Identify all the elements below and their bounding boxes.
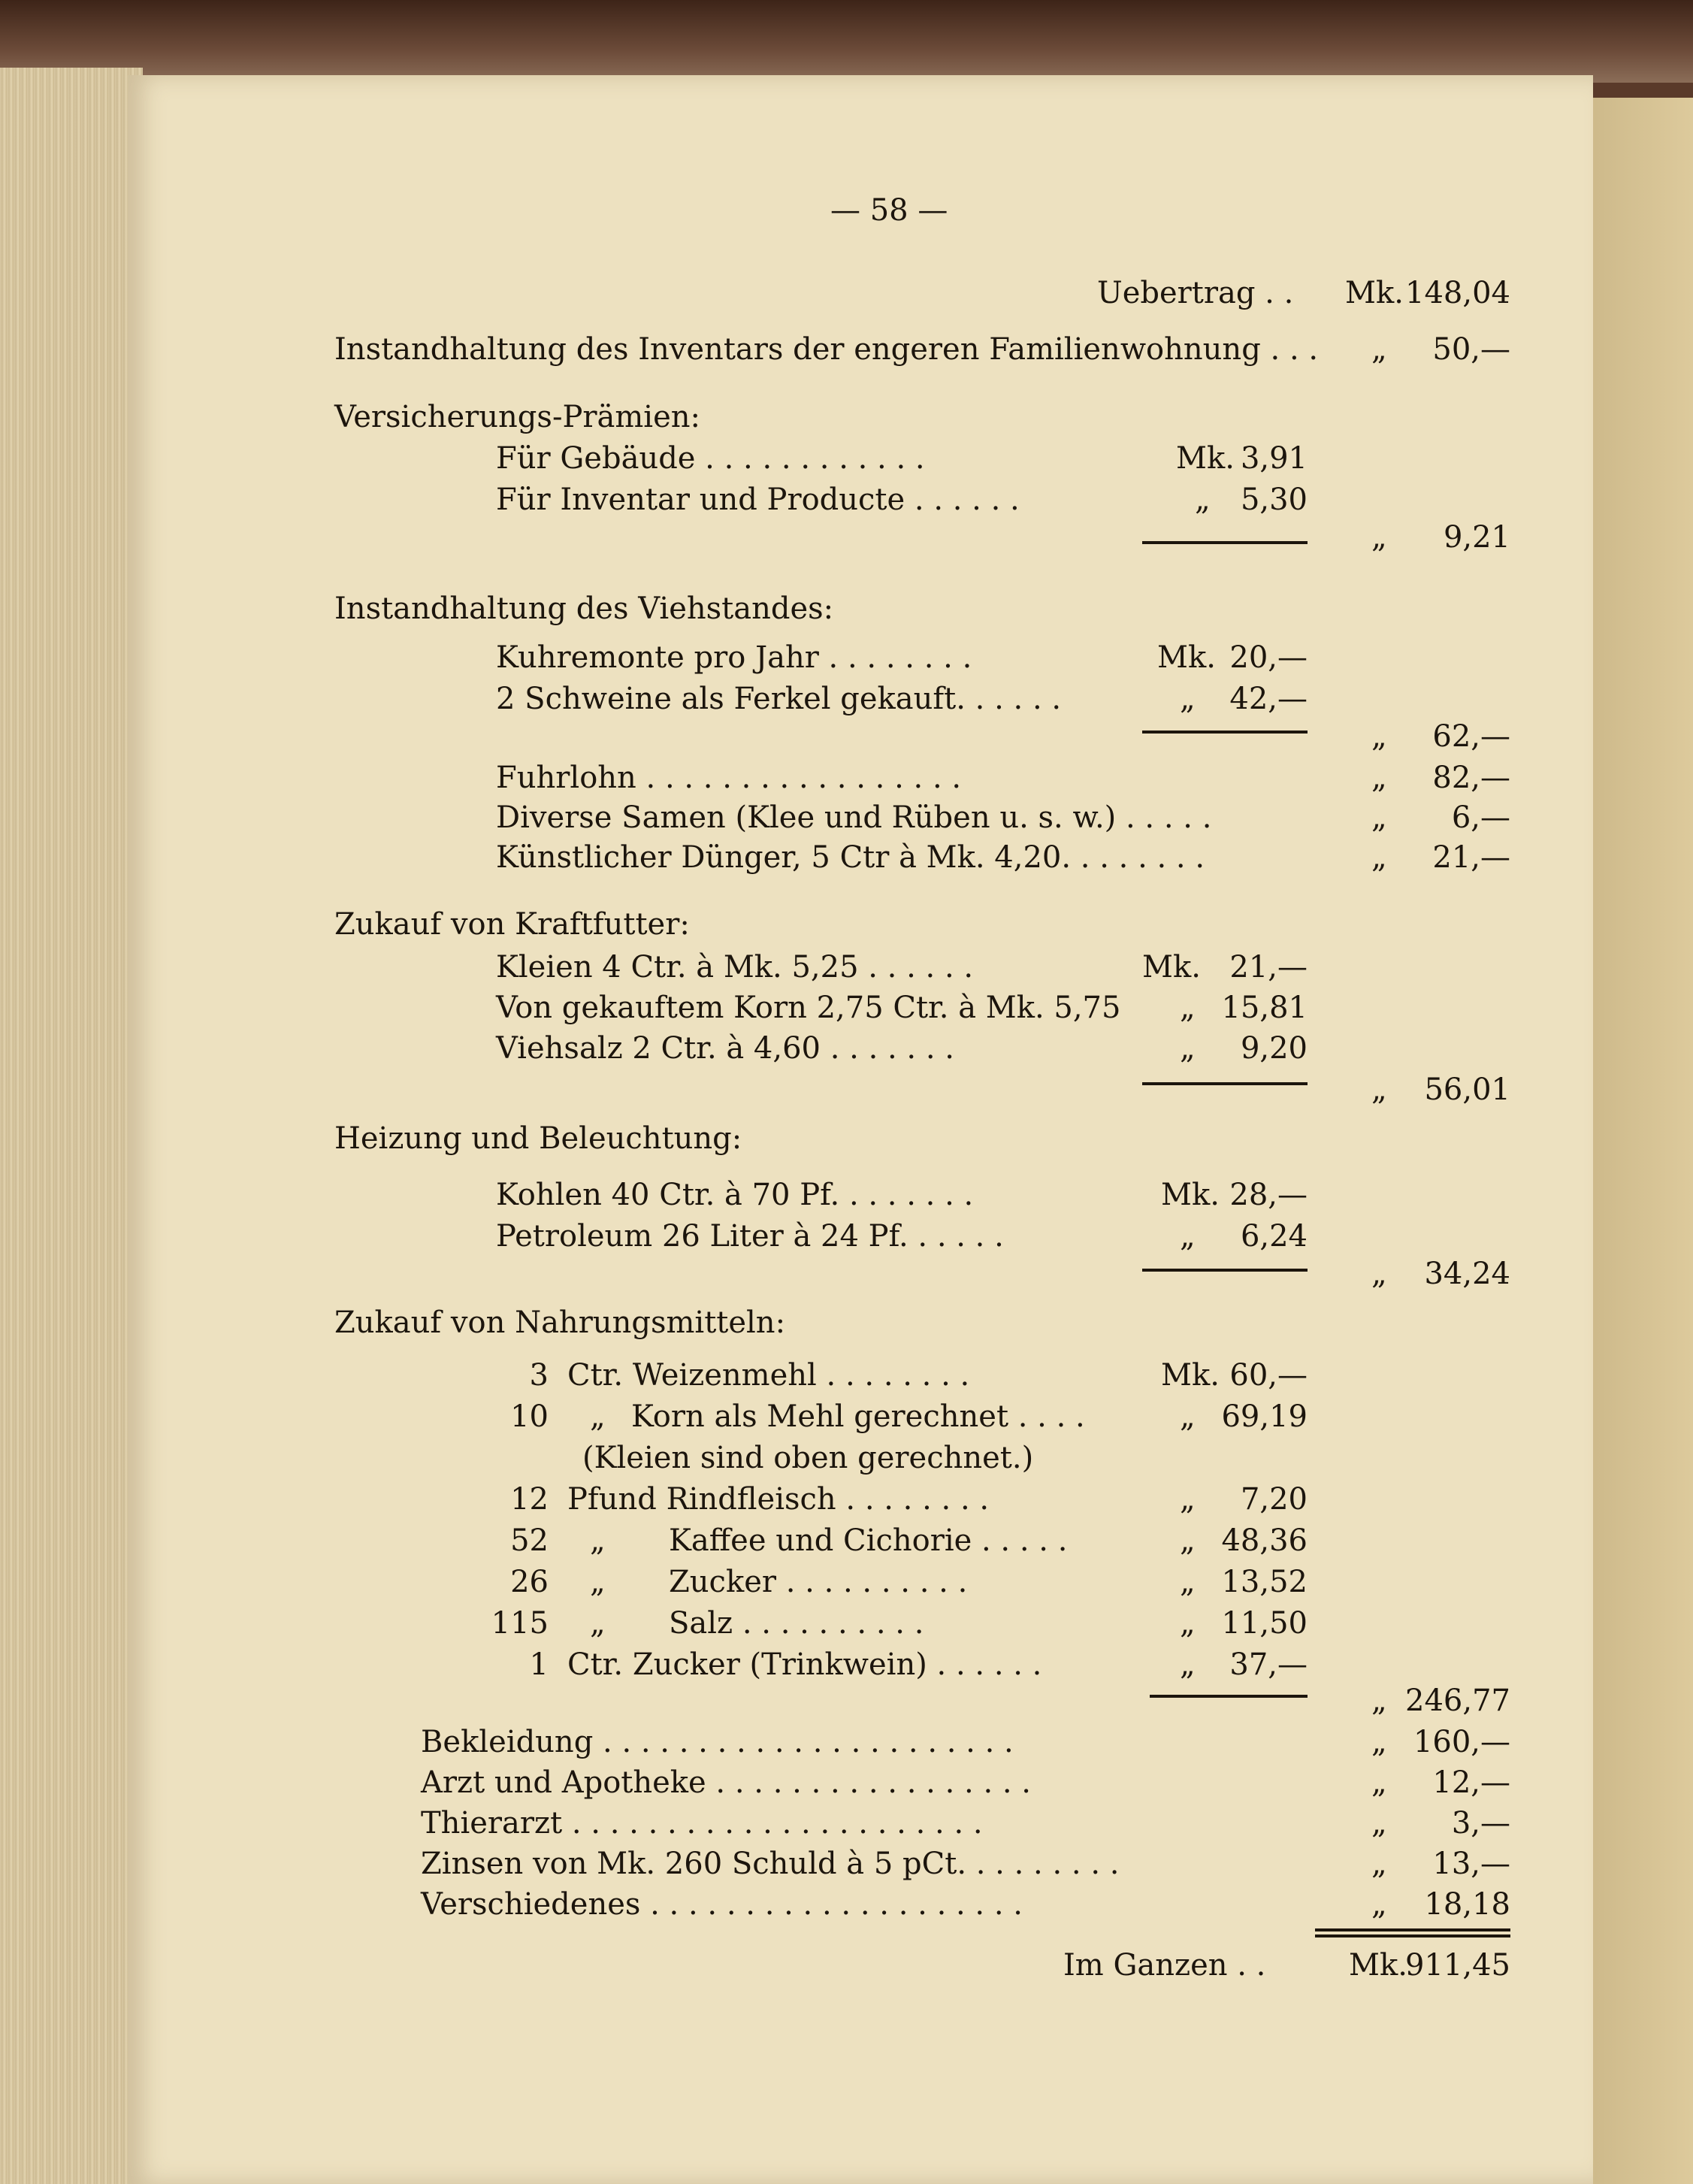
heating-item-unit: Mk. (1161, 1178, 1220, 1212)
food-label: Pfund Rindfleisch . . . . . . . . (567, 1482, 990, 1517)
heating-total-amount: 34,24 (1424, 1257, 1510, 1291)
page-edges (0, 68, 143, 2184)
livestock-item-label: Kuhremonte pro Jahr . . . . . . . . (496, 640, 972, 675)
fodder-item-amount: 9,20 (1240, 1031, 1308, 1066)
grand-total-currency: Mk. (1349, 1948, 1407, 1983)
food-unit: „ (1180, 1523, 1196, 1558)
food-label: Ctr. Weizenmehl . . . . . . . . (567, 1358, 970, 1393)
food-amount: 48,36 (1221, 1523, 1308, 1558)
fodder-heading: Zukauf von Kraftfutter: (334, 907, 690, 942)
food-unit: „ (1180, 1606, 1196, 1641)
livestock-item-amount: 42,— (1229, 682, 1308, 716)
expense-amount: 3,— (1451, 1806, 1510, 1841)
food-qty: 10 (510, 1399, 549, 1434)
total-double-rule (1315, 1928, 1510, 1937)
expense-label: Bekleidung . . . . . . . . . . . . . . . . . . . . . . (421, 1725, 1014, 1759)
food-total-amount: 246,77 (1405, 1683, 1510, 1718)
expense-amount: 21,— (1432, 840, 1510, 875)
heating-item-label: Petroleum 26 Liter à 24 Pf. . . . . . (496, 1219, 1004, 1254)
expense-label: Verschiedenes . . . . . . . . . . . . . . . . . . . . (421, 1887, 1023, 1922)
expense-ditto: „ (1371, 1725, 1387, 1759)
fodder-item-unit: „ (1180, 1031, 1196, 1066)
subtotal-rule (1142, 731, 1308, 734)
food-unit: „ (1180, 1647, 1196, 1682)
food-label: Kaffee und Cichorie . . . . . (669, 1523, 1068, 1558)
expense-label: Diverse Samen (Klee und Rüben u. s. w.) . . . . . (496, 800, 1212, 835)
fodder-item-unit: „ (1180, 991, 1196, 1025)
food-qty: 1 (529, 1647, 549, 1682)
carry-over-label: Uebertrag . . (1097, 276, 1294, 310)
livestock-item-amount: 20,— (1229, 640, 1308, 675)
food-total-ditto: „ (1371, 1683, 1387, 1718)
fodder-item-amount: 15,81 (1221, 991, 1308, 1025)
subtotal-rule (1142, 1269, 1308, 1272)
food-qty: 3 (529, 1358, 549, 1393)
fodder-total-ditto: „ (1371, 1072, 1387, 1107)
food-unit: „ (1180, 1399, 1196, 1434)
insurance-item-label: Für Gebäude . . . . . . . . . . . . (496, 441, 925, 476)
food-label: Zucker . . . . . . . . . . (669, 1565, 968, 1599)
food-ditto-unit: „ (590, 1399, 606, 1434)
food-label: Ctr. Zucker (Trinkwein) . . . . . . (567, 1647, 1042, 1682)
grand-total-label: Im Ganzen . . (1063, 1948, 1266, 1983)
food-amount: 7,20 (1240, 1482, 1308, 1517)
book-binding (0, 0, 1693, 83)
food-label: Korn als Mehl gerechnet . . . . (631, 1399, 1085, 1434)
insurance-total-amount: 9,21 (1443, 520, 1510, 555)
food-unit: „ (1180, 1565, 1196, 1599)
expense-ditto: „ (1371, 800, 1387, 835)
insurance-item-amount: 5,30 (1240, 482, 1308, 517)
food-ditto-unit: „ (590, 1523, 606, 1558)
food-qty: 12 (510, 1482, 549, 1517)
food-qty: 52 (510, 1523, 549, 1558)
expense-label: Fuhrlohn . . . . . . . . . . . . . . . . . (496, 761, 962, 795)
expense-amount: 160,— (1413, 1725, 1510, 1759)
insurance-total-ditto: „ (1371, 520, 1387, 555)
carry-over-currency: Mk. (1345, 276, 1404, 310)
livestock-item-unit: Mk. (1157, 640, 1216, 675)
inventory-maintenance-ditto: „ (1371, 332, 1387, 367)
expense-label: Arzt und Apotheke . . . . . . . . . . . . . . . . . (421, 1765, 1032, 1800)
expense-amount: 6,— (1451, 800, 1510, 835)
food-label: Salz . . . . . . . . . . (669, 1606, 924, 1641)
food-qty: 115 (491, 1606, 549, 1641)
livestock-heading: Instandhaltung des Viehstandes: (334, 591, 834, 626)
food-amount: 11,50 (1221, 1606, 1308, 1641)
fodder-total-amount: 56,01 (1424, 1072, 1510, 1107)
heating-heading: Heizung und Beleuchtung: (334, 1121, 742, 1156)
subtotal-rule (1142, 541, 1308, 544)
food-amount: 60,— (1229, 1358, 1308, 1393)
carry-over-amount: 148,04 (1405, 276, 1510, 310)
livestock-total-amount: 62,— (1432, 719, 1510, 754)
food-ditto-unit: „ (590, 1606, 606, 1641)
expense-ditto: „ (1371, 840, 1387, 875)
expense-label: Künstlicher Dünger, 5 Ctr à Mk. 4,20. . . . . . . . (496, 840, 1205, 875)
insurance-item-label: Für Inventar und Producte . . . . . . (496, 482, 1020, 517)
insurance-item-unit: Mk. (1176, 441, 1235, 476)
grand-total-amount: 911,45 (1405, 1948, 1510, 1983)
expense-label: Zinsen von Mk. 260 Schuld à 5 pCt. . . . . . . . . (421, 1847, 1120, 1881)
heating-item-amount: 28,— (1229, 1178, 1308, 1212)
heating-item-label: Kohlen 40 Ctr. à 70 Pf. . . . . . . . (496, 1178, 974, 1212)
food-ditto-unit: „ (590, 1565, 606, 1599)
livestock-item-unit: „ (1180, 682, 1196, 716)
livestock-total-ditto: „ (1371, 719, 1387, 754)
fodder-item-label: Kleien 4 Ctr. à Mk. 5,25 . . . . . . (496, 950, 974, 985)
heating-total-ditto: „ (1371, 1257, 1387, 1291)
expense-amount: 12,— (1432, 1765, 1510, 1800)
fodder-item-unit: Mk. (1142, 950, 1201, 985)
fodder-item-label: Viehsalz 2 Ctr. à 4,60 . . . . . . . (496, 1031, 954, 1066)
expense-ditto: „ (1371, 1887, 1387, 1922)
next-page-edge (1589, 98, 1693, 2184)
expense-ditto: „ (1371, 1806, 1387, 1841)
insurance-item-amount: 3,91 (1240, 441, 1308, 476)
inventory-maintenance-label: Instandhaltung des Inventars der engeren Familienwohnung . . . (334, 332, 1319, 367)
food-unit: „ (1180, 1482, 1196, 1517)
expense-ditto: „ (1371, 761, 1387, 795)
insurance-heading: Versicherungs-Prämien: (334, 400, 700, 434)
heating-item-amount: 6,24 (1240, 1219, 1308, 1254)
fodder-item-amount: 21,— (1229, 950, 1308, 985)
insurance-item-unit: „ (1195, 482, 1211, 517)
subtotal-rule (1142, 1082, 1308, 1085)
food-amount: 13,52 (1221, 1565, 1308, 1599)
food-heading: Zukauf von Nahrungsmitteln: (334, 1305, 786, 1340)
fodder-item-label: Von gekauftem Korn 2,75 Ctr. à Mk. 5,75 (496, 991, 1121, 1025)
food-qty: 26 (510, 1565, 549, 1599)
food-note: (Kleien sind oben gerechnet.) (582, 1441, 1034, 1475)
livestock-item-label: 2 Schweine als Ferkel gekauft. . . . . . (496, 682, 1062, 716)
expense-amount: 18,18 (1424, 1887, 1510, 1922)
inventory-maintenance-amount: 50,— (1432, 332, 1510, 367)
subtotal-rule (1150, 1695, 1308, 1698)
expense-ditto: „ (1371, 1847, 1387, 1881)
expense-amount: 82,— (1432, 761, 1510, 795)
food-amount: 37,— (1229, 1647, 1308, 1682)
expense-label: Thierarzt . . . . . . . . . . . . . . . . . . . . . . (421, 1806, 983, 1841)
expense-ditto: „ (1371, 1765, 1387, 1800)
food-amount: 69,19 (1221, 1399, 1308, 1434)
page-number: — 58 — (830, 193, 948, 228)
food-unit: Mk. (1161, 1358, 1220, 1393)
heating-item-unit: „ (1180, 1219, 1196, 1254)
expense-amount: 13,— (1432, 1847, 1510, 1881)
